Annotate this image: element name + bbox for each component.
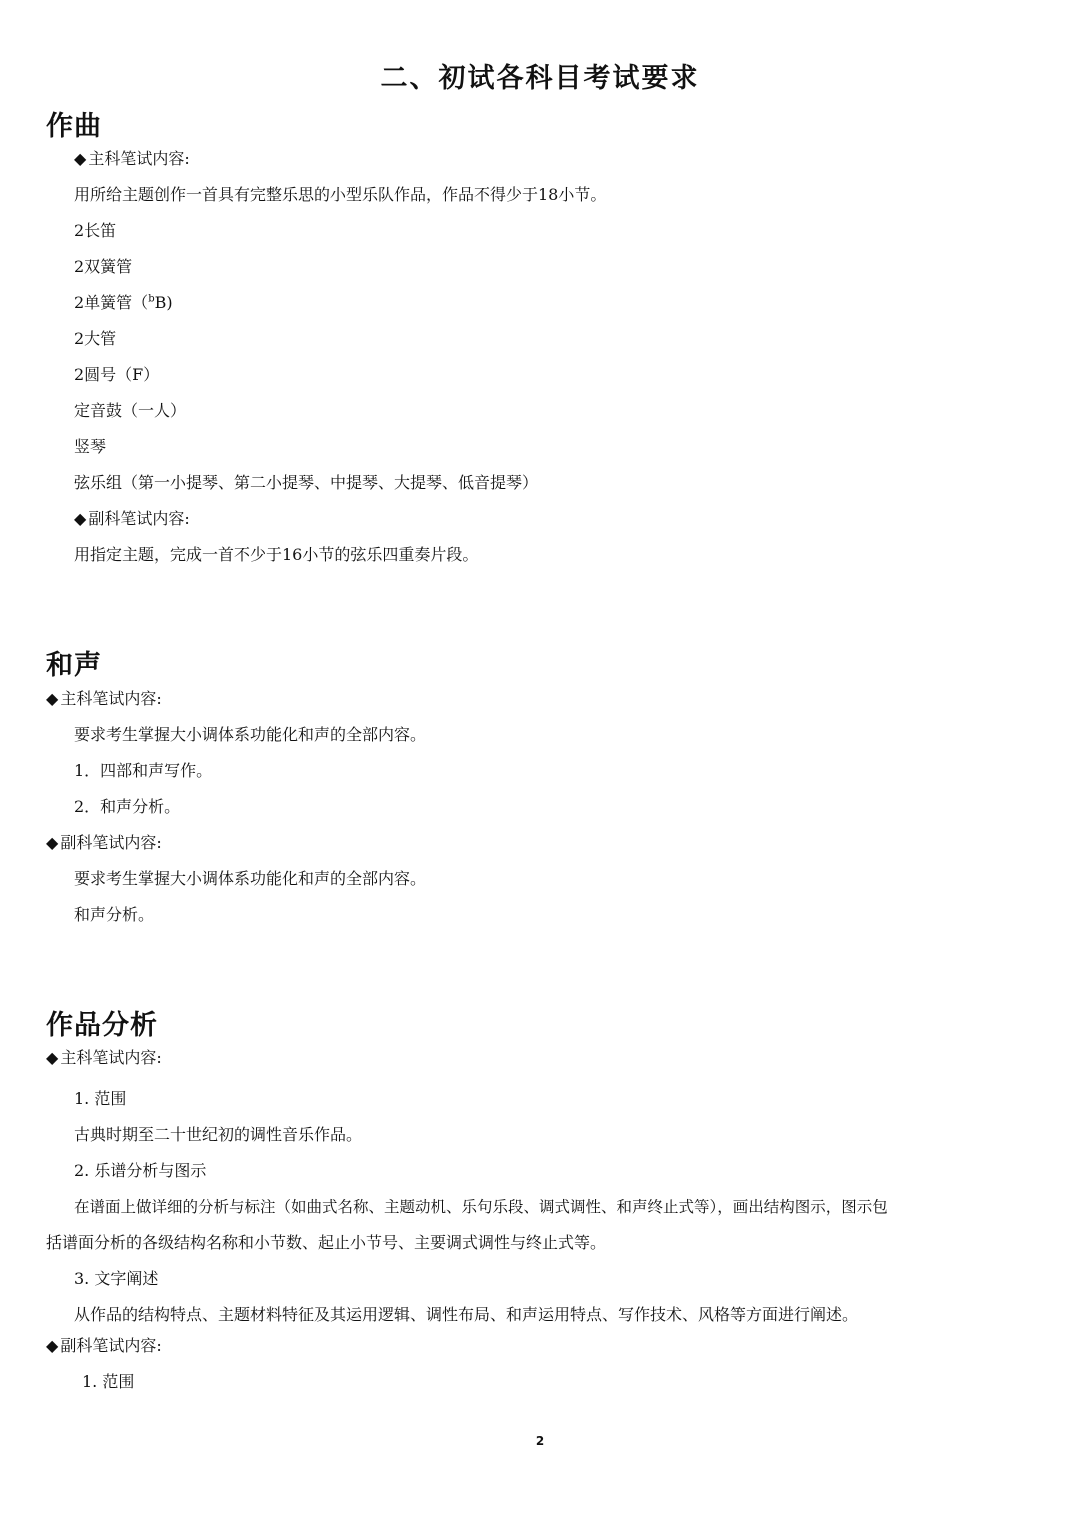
harmony-item-2: 2．和声分析。 (74, 797, 181, 816)
analysis-text-desc: 从作品的结构特点、主题材料特征及其运用逻辑、调性布局、和声运用特点、写作技术、风格等方面进行阐述。 (74, 1305, 859, 1324)
instrument-bassoon: 2大管 (74, 329, 117, 348)
analysis-score-desc-1: 在谱面上做详细的分析与标注（如曲式名称、主题动机、乐句乐段、调式调性、和声终止式等），画出结构图示，图示包 (74, 1198, 888, 1216)
composition-minor-label: ◆ 副科笔试内容: (74, 508, 190, 530)
section-heading-harmony: 和声 (46, 650, 102, 681)
instrument-horn: 2圆号（F） (74, 365, 160, 384)
analysis-main-label: ◆ 主科笔试内容: (46, 1047, 162, 1069)
clarinet-key: B) (154, 293, 173, 312)
page-number: 2 (535, 1434, 545, 1448)
analysis-minor-label: ◆ 副科笔试内容: (46, 1335, 162, 1357)
analysis-scope-title: 1. 范围 (74, 1089, 127, 1108)
composition-main-desc: 用所给主题创作一首具有完整乐思的小型乐队作品，作品不得少于18小节。 (74, 185, 607, 204)
harmony-main-label: ◆ 主科笔试内容: (46, 688, 162, 710)
harmony-item-1: 1．四部和声写作。 (74, 761, 213, 780)
analysis-score-desc-2: 括谱面分析的各级结构名称和小节数、起止小节号、主要调式调性与终止式等。 (46, 1233, 607, 1252)
instrument-clarinet-label: 2单簧管（ (74, 293, 149, 312)
analysis-text-title: 3. 文字阐述 (74, 1269, 159, 1288)
instrument-timpani: 定音鼓（一人） (74, 401, 187, 420)
composition-main-label: ◆ 主科笔试内容: (74, 148, 190, 170)
section-heading-analysis: 作品分析 (46, 1010, 158, 1041)
analysis-minor-scope-title: 1. 范围 (82, 1372, 135, 1391)
analysis-score-title: 2. 乐谱分析与图示 (74, 1161, 207, 1180)
harmony-minor-desc: 要求考生掌握大小调体系功能化和声的全部内容。 (74, 869, 427, 888)
instrument-harp: 竖琴 (74, 437, 107, 456)
harmony-main-desc: 要求考生掌握大小调体系功能化和声的全部内容。 (74, 725, 427, 744)
clarinet-flat-sign: b (148, 293, 155, 305)
instrument-oboe: 2双簧管 (74, 257, 133, 276)
instrument-flute: 2长笛 (74, 221, 117, 240)
analysis-scope-desc: 古典时期至二十世纪初的调性音乐作品。 (74, 1125, 363, 1144)
page-title: 二、初试各科目考试要求 (380, 63, 700, 94)
section-heading-composition: 作曲 (46, 111, 102, 142)
harmony-minor-item: 和声分析。 (74, 905, 155, 924)
composition-minor-desc: 用指定主题，完成一首不少于16小节的弦乐四重奏片段。 (74, 545, 479, 564)
instrument-strings: 弦乐组（第一小提琴、第二小提琴、中提琴、大提琴、低音提琴） (74, 473, 539, 492)
instrument-clarinet (74, 292, 173, 314)
harmony-minor-label: ◆ 副科笔试内容: (46, 832, 162, 854)
